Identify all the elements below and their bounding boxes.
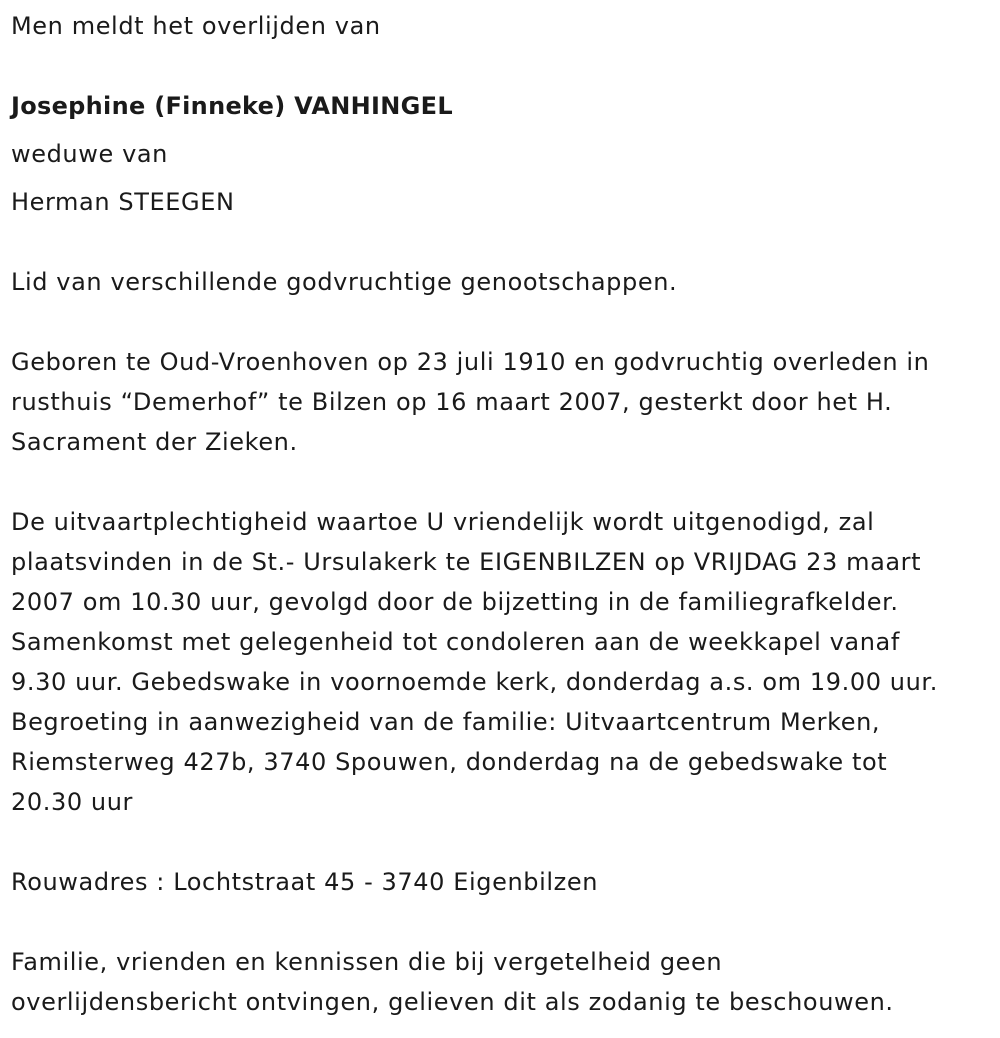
intro-text: Men meldt het overlijden van: [11, 12, 381, 40]
paragraph-line: De uitvaartplechtigheid waartoe U vriendelijk wordt uitgenodigd, zal: [11, 508, 875, 536]
mourning-address: Rouwadres : Lochtstraat 45 - 3740 Eigenbilzen: [11, 868, 599, 896]
paragraph-line: 20.30 uur: [11, 788, 134, 816]
paragraph-line: 9.30 uur. Gebedswake in voornoemde kerk, donderdag a.s. om 19.00 uur.: [11, 668, 938, 696]
spouse-name: Herman STEEGEN: [11, 188, 235, 216]
paragraph-line: Familie, vrienden en kennissen die bij vergetelheid geen: [11, 948, 723, 976]
paragraph-line: overlijdensbericht ontvingen, gelieven dit als zodanig te beschouwen.: [11, 988, 894, 1016]
relation-text: weduwe van: [11, 140, 168, 168]
paragraph-line: Sacrament der Zieken.: [11, 428, 298, 456]
paragraph-line: rusthuis “Demerhof” te Bilzen op 16 maart 2007, gesterkt door het H.: [11, 388, 893, 416]
deceased-name: Josephine (Finneke) VANHINGEL: [11, 92, 453, 120]
paragraph-line: plaatsvinden in de St.- Ursulakerk te EIGENBILZEN op VRIJDAG 23 maart: [11, 548, 922, 576]
membership-text: Lid van verschillende godvruchtige genootschappen.: [11, 268, 678, 296]
paragraph-line: Samenkomst met gelegenheid tot condoleren aan de weekkapel vanaf: [11, 628, 900, 656]
paragraph-line: Begroeting in aanwezigheid van de familie: Uitvaartcentrum Merken,: [11, 708, 881, 736]
paragraph-line: Geboren te Oud-Vroenhoven op 23 juli 1910 en godvruchtig overleden in: [11, 348, 930, 376]
paragraph-line: 2007 om 10.30 uur, gevolgd door de bijzetting in de familiegrafkelder.: [11, 588, 899, 616]
paragraph-line: Riemsterweg 427b, 3740 Spouwen, donderdag na de gebedswake tot: [11, 748, 888, 776]
